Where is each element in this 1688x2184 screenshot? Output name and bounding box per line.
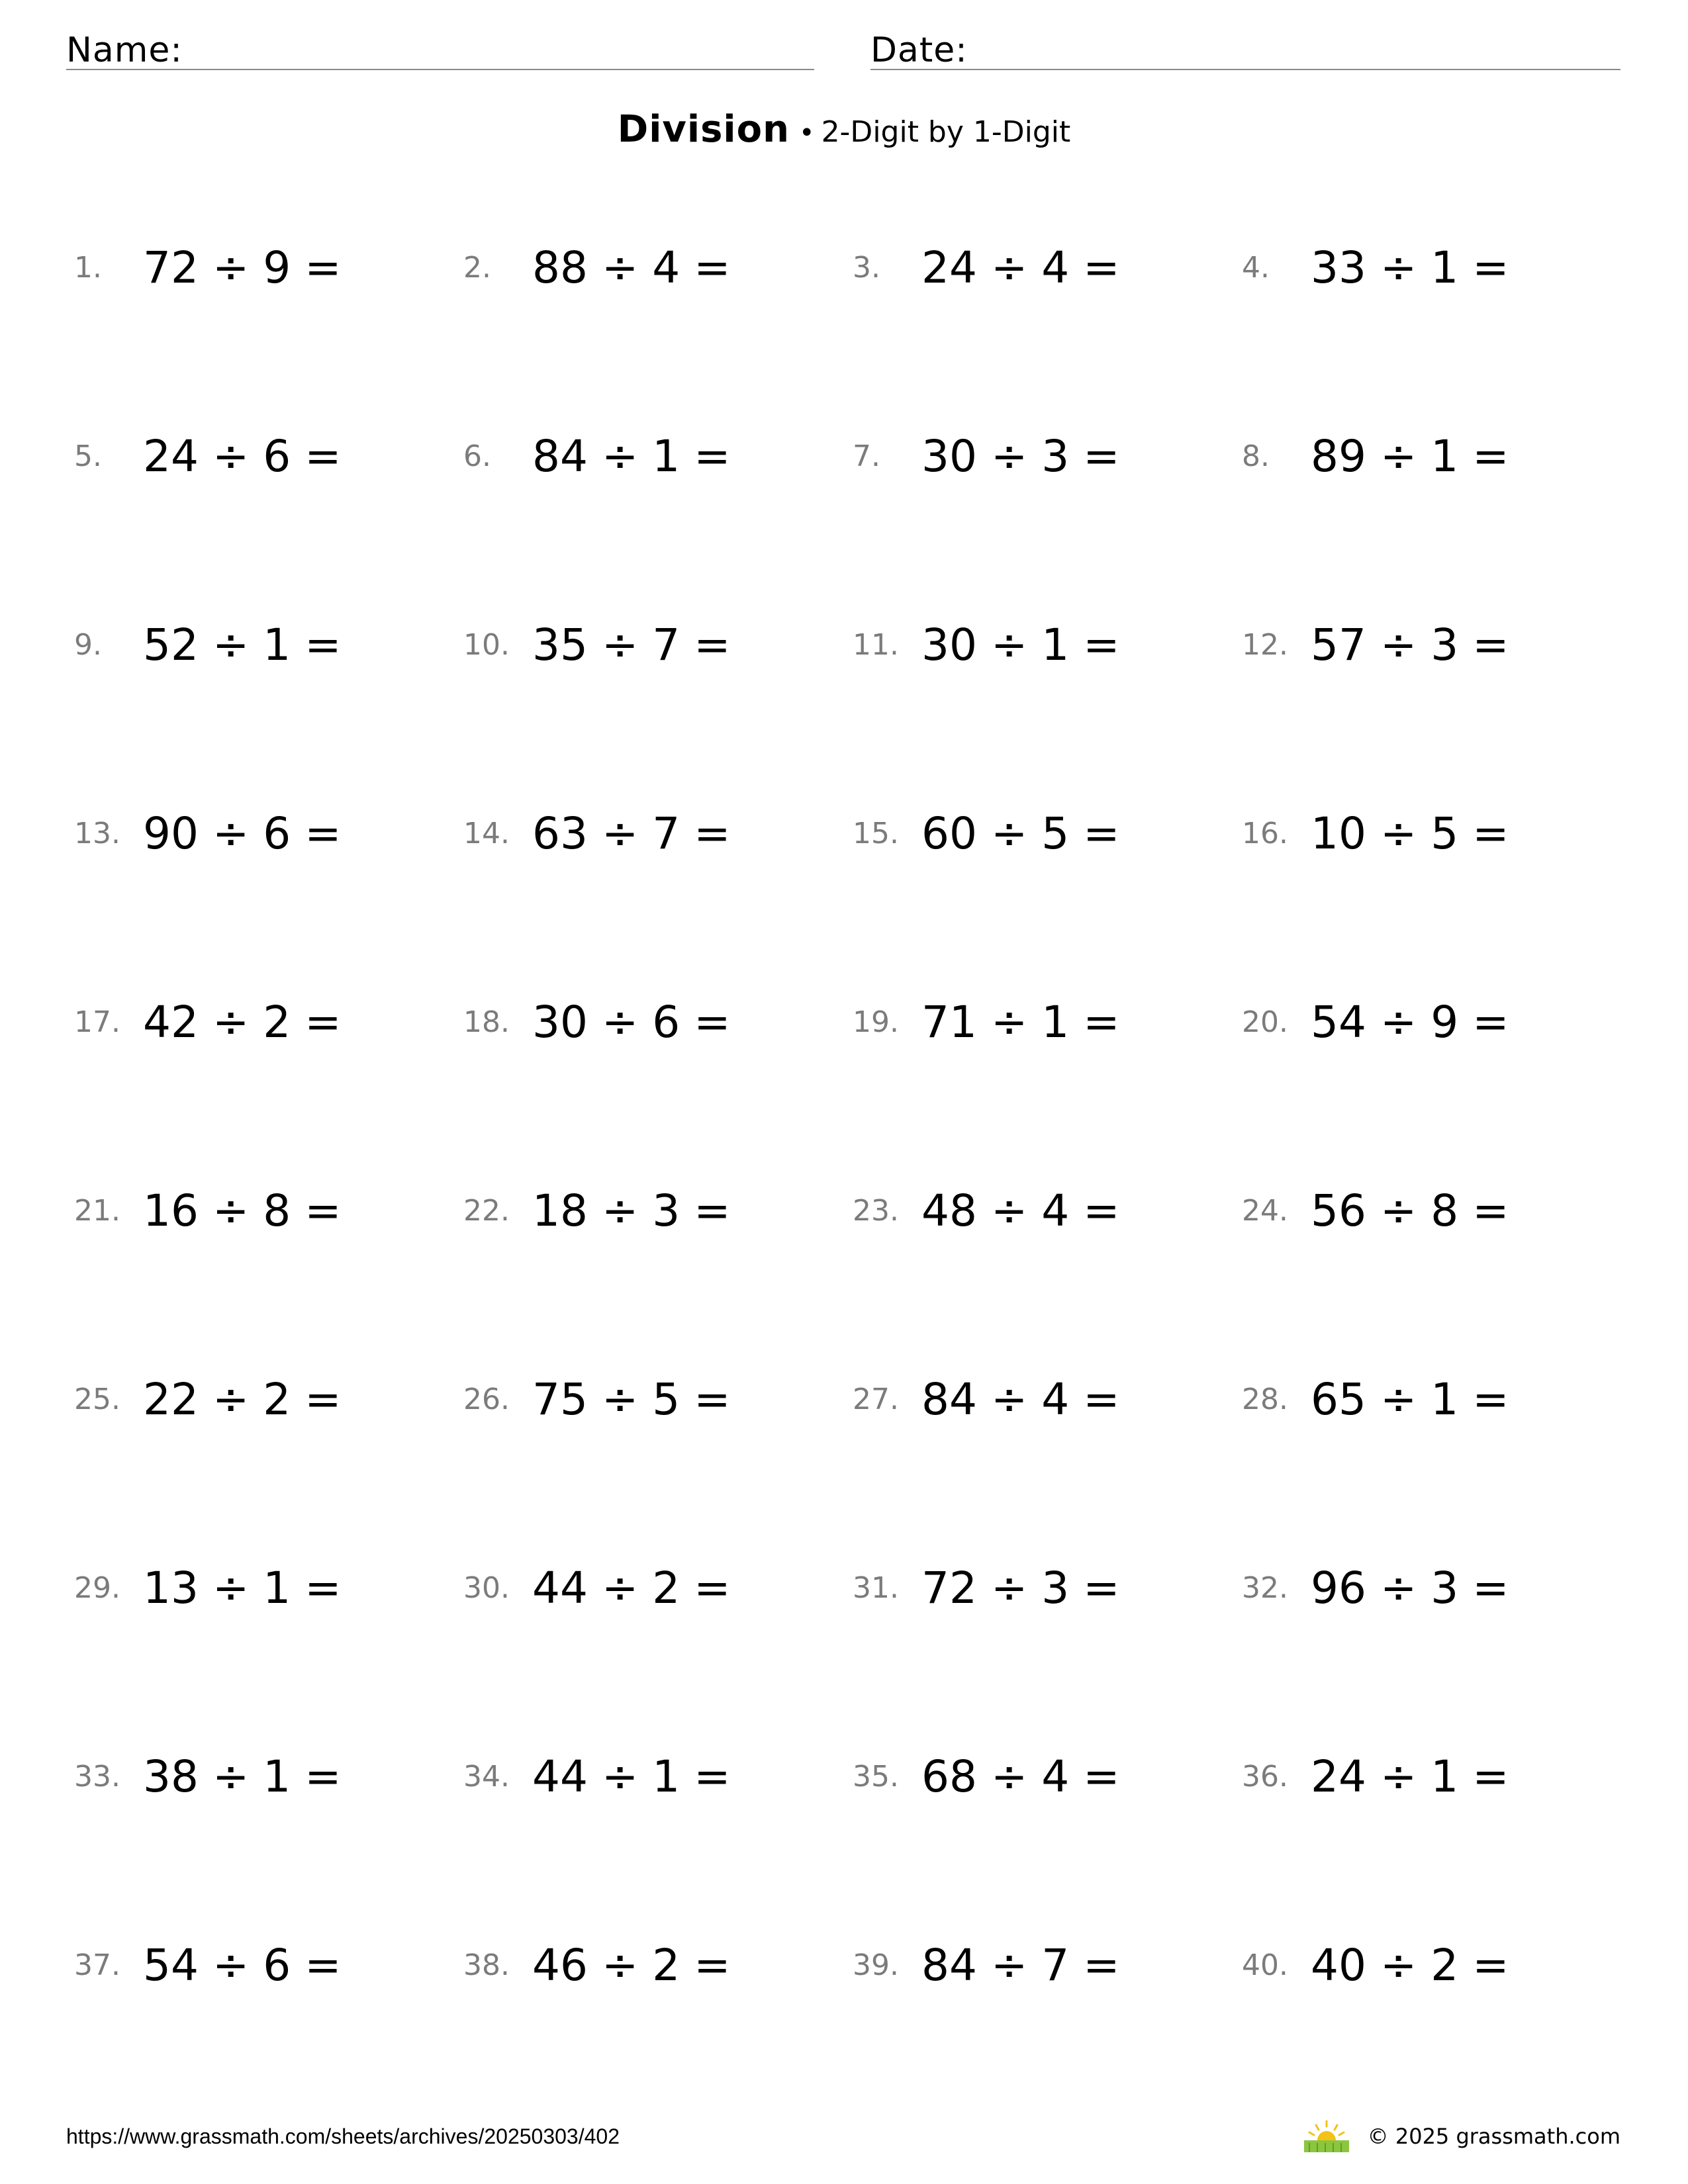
problem-expression: 72 ÷ 9 = [143, 242, 342, 293]
problem-number: 10. [463, 628, 510, 662]
problem-number: 29. [74, 1571, 120, 1605]
problem-expression: 68 ÷ 4 = [921, 1751, 1120, 1802]
problem-row [0, 420, 1688, 609]
problem-number: 9. [74, 628, 102, 662]
problem-expression: 71 ÷ 1 = [921, 997, 1120, 1048]
problem-number: 35. [853, 1760, 899, 1794]
problem-expression: 60 ÷ 5 = [921, 808, 1120, 859]
problem-expression: 18 ÷ 3 = [532, 1185, 731, 1236]
problem-number: 20. [1242, 1005, 1288, 1039]
problem-expression: 42 ÷ 2 = [143, 997, 342, 1048]
worksheet-title [0, 106, 1688, 162]
problem-number: 26. [463, 1383, 510, 1416]
problem-expression: 35 ÷ 7 = [532, 619, 731, 670]
problem-expression: 84 ÷ 1 = [532, 431, 731, 482]
problem-row [0, 1929, 1688, 2118]
problem-expression: 57 ÷ 3 = [1311, 619, 1509, 670]
problem-number: 2. [463, 251, 491, 285]
problem-number: 38. [463, 1948, 510, 1982]
problem-expression: 54 ÷ 9 = [1311, 997, 1509, 1048]
problem-row [0, 1552, 1688, 1741]
problem-number: 12. [1242, 628, 1288, 662]
footer-url[interactable]: https://www.grassmath.com/sheets/archives/20250303/402 [66, 2124, 620, 2148]
problem-expression: 38 ÷ 1 = [143, 1751, 342, 1802]
title-subtitle: 2-Digit by 1-Digit [821, 115, 1071, 149]
problem-expression: 54 ÷ 6 = [143, 1940, 342, 1991]
problem-row [0, 986, 1688, 1175]
title-separator: • [798, 118, 815, 148]
problem-expression: 10 ÷ 5 = [1311, 808, 1509, 859]
problem-expression: 40 ÷ 2 = [1311, 1940, 1509, 1991]
problem-number: 5. [74, 439, 102, 473]
problem-row [0, 232, 1688, 420]
problem-expression: 24 ÷ 6 = [143, 431, 342, 482]
problem-row [0, 797, 1688, 986]
problem-number: 17. [74, 1005, 120, 1039]
problem-expression: 72 ÷ 3 = [921, 1563, 1120, 1614]
problem-number: 39. [853, 1948, 899, 1982]
problem-number: 25. [74, 1383, 120, 1416]
problem-number: 37. [74, 1948, 120, 1982]
problem-expression: 63 ÷ 7 = [532, 808, 731, 859]
problem-expression: 13 ÷ 1 = [143, 1563, 342, 1614]
sun-over-grass-icon [1303, 2119, 1350, 2154]
problem-row [0, 1363, 1688, 1552]
problem-expression: 30 ÷ 6 = [532, 997, 731, 1048]
problem-number: 18. [463, 1005, 510, 1039]
problem-expression: 24 ÷ 4 = [921, 242, 1120, 293]
problem-row [0, 1741, 1688, 1929]
problem-expression: 90 ÷ 6 = [143, 808, 342, 859]
problem-expression: 44 ÷ 2 = [532, 1563, 731, 1614]
problem-expression: 48 ÷ 4 = [921, 1185, 1120, 1236]
problem-number: 32. [1242, 1571, 1288, 1605]
problem-number: 1. [74, 251, 102, 285]
date-field[interactable] [870, 24, 1620, 70]
problem-expression: 56 ÷ 8 = [1311, 1185, 1509, 1236]
problem-expression: 89 ÷ 1 = [1311, 431, 1509, 482]
problem-number: 34. [463, 1760, 510, 1794]
problem-row [0, 1175, 1688, 1363]
problem-number: 22. [463, 1194, 510, 1228]
problem-expression: 65 ÷ 1 = [1311, 1374, 1509, 1425]
problem-expression: 96 ÷ 3 = [1311, 1563, 1509, 1614]
problem-expression: 30 ÷ 3 = [921, 431, 1120, 482]
problem-number: 13. [74, 817, 120, 850]
problem-number: 3. [853, 251, 880, 285]
problem-number: 11. [853, 628, 899, 662]
footer-credit [1303, 2118, 1620, 2155]
problem-number: 16. [1242, 817, 1288, 850]
problem-expression: 88 ÷ 4 = [532, 242, 731, 293]
date-label: Date: [870, 30, 968, 70]
title-main: Division [617, 108, 790, 151]
problem-expression: 84 ÷ 7 = [921, 1940, 1120, 1991]
problem-expression: 16 ÷ 8 = [143, 1185, 342, 1236]
problem-expression: 84 ÷ 4 = [921, 1374, 1120, 1425]
problem-number: 27. [853, 1383, 899, 1416]
problem-number: 15. [853, 817, 899, 850]
problem-expression: 46 ÷ 2 = [532, 1940, 731, 1991]
problem-number: 19. [853, 1005, 899, 1039]
footer-copyright: © 2025 grassmath.com [1367, 2124, 1620, 2149]
problem-grid [0, 232, 1688, 2118]
problem-number: 4. [1242, 251, 1270, 285]
problem-number: 40. [1242, 1948, 1288, 1982]
problem-number: 24. [1242, 1194, 1288, 1228]
problem-number: 7. [853, 439, 880, 473]
problem-number: 23. [853, 1194, 899, 1228]
problem-expression: 30 ÷ 1 = [921, 619, 1120, 670]
problem-row [0, 609, 1688, 797]
problem-number: 30. [463, 1571, 510, 1605]
problem-number: 36. [1242, 1760, 1288, 1794]
problem-number: 6. [463, 439, 491, 473]
problem-number: 8. [1242, 439, 1270, 473]
problem-number: 33. [74, 1760, 120, 1794]
problem-expression: 33 ÷ 1 = [1311, 242, 1509, 293]
problem-number: 31. [853, 1571, 899, 1605]
problem-number: 14. [463, 817, 510, 850]
name-field[interactable] [66, 24, 814, 70]
name-label: Name: [66, 30, 183, 70]
problem-expression: 44 ÷ 1 = [532, 1751, 731, 1802]
problem-expression: 22 ÷ 2 = [143, 1374, 342, 1425]
problem-number: 21. [74, 1194, 120, 1228]
problem-expression: 75 ÷ 5 = [532, 1374, 731, 1425]
problem-number: 28. [1242, 1383, 1288, 1416]
problem-expression: 24 ÷ 1 = [1311, 1751, 1509, 1802]
problem-expression: 52 ÷ 1 = [143, 619, 342, 670]
